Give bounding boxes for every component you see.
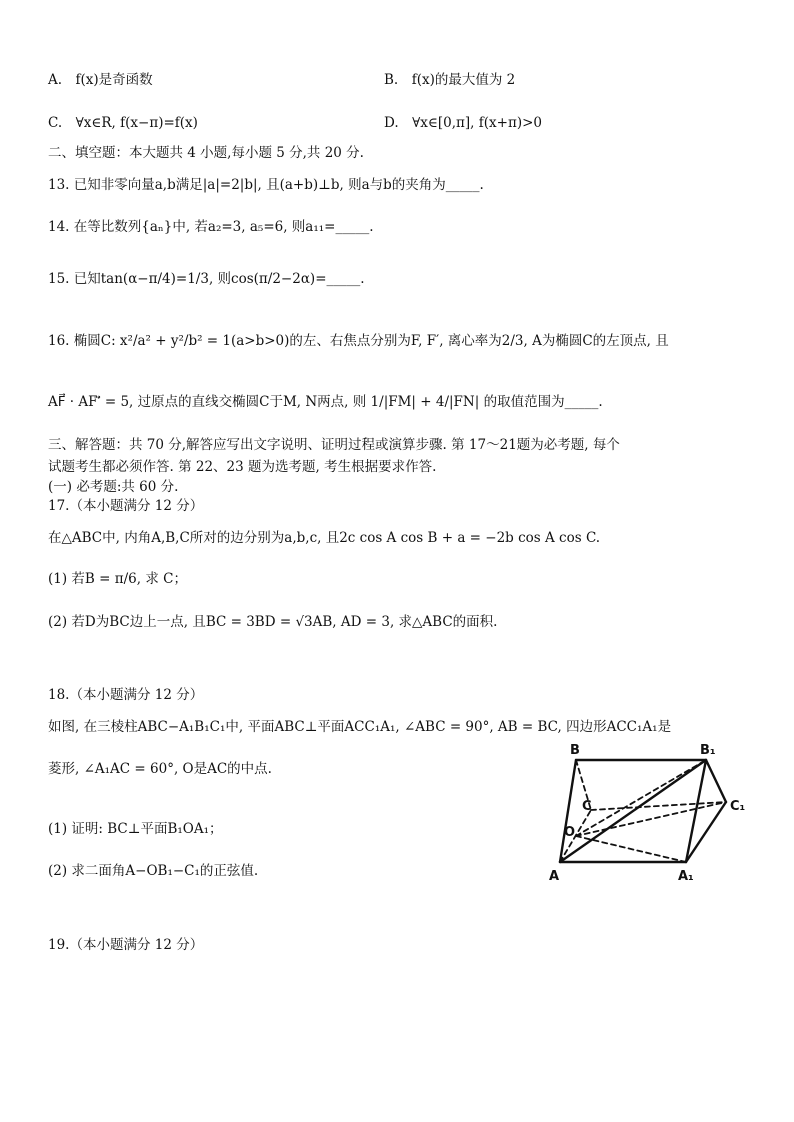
- question-18-part-1: (1) 证明: BC⊥平面B₁OA₁；: [48, 821, 223, 837]
- fill-in-heading: 二、填空题：本大题共 4 小题,每小题 5 分,共 20 分.: [48, 145, 364, 161]
- edge-c-c1: [591, 802, 726, 810]
- option-a: A. f(x)是奇函数: [48, 72, 153, 88]
- question-13: 13. 已知非零向量a,b满足|a|=2|b|, 且(a+b)⊥b, 则a与b的夹角为_____.: [48, 177, 484, 193]
- answer-heading-line-2: 试题考生都必须作答. 第 22、23 题为选考题, 考生根据要求作答.: [48, 459, 437, 475]
- label-a: A: [549, 869, 560, 884]
- option-c: C. ∀x∈R, f(x−π)=f(x): [48, 115, 198, 131]
- answer-heading-line-1: 三、解答题：共 70 分,解答应写出文字说明、证明过程或演算步骤. 第 17～21题为必考题, 每个: [48, 437, 620, 453]
- label-a1: A₁: [678, 869, 694, 884]
- question-15: 15. 已知tan(α−π/4)=1/3, 则cos(π/2−2α)=_____.: [48, 271, 365, 287]
- question-16-line-1: 16. 椭圆C: x²/a² + y²/b² = 1(a>b>0)的左、右焦点分别为F, F′, 离心率为2/3, A为椭圆C的左顶点, 且: [48, 333, 669, 349]
- question-19-title: 19.（本小题满分 12 分）: [48, 937, 204, 953]
- question-18-body-1: 如图, 在三棱柱ABC−A₁B₁C₁中, 平面ABC⊥平面ACC₁A₁, ∠ABC = 90°, AB = BC, 四边形ACC₁A₁是: [48, 719, 672, 735]
- label-b1: B₁: [700, 743, 716, 758]
- question-14: 14. 在等比数列{aₙ}中, 若a₂=3, a₅=6, 则a₁₁=_____.: [48, 219, 374, 235]
- question-18-body-2: 菱形, ∠A₁AC = 60°, O是AC的中点.: [48, 761, 272, 777]
- question-17-part-1: (1) 若B = π/6, 求 C；: [48, 571, 187, 587]
- prism-figure-svg: [546, 740, 752, 886]
- edge-o-b1: [576, 760, 706, 836]
- label-b: B: [570, 743, 580, 758]
- question-17-part-2: (2) 若D为BC边上一点, 且BC = 3BD = √3AB, AD = 3, 求△ABC的面积.: [48, 614, 498, 630]
- question-16-line-2: AF⃗ · AF′⃗ = 5, 过原点的直线交椭圆C于M, N两点, 则 1/|FM| + 4/|FN| 的取值范围为_____.: [48, 394, 603, 410]
- required-section: (一) 必考题:共 60 分.: [48, 479, 179, 495]
- edge-b1-c1: [706, 760, 726, 802]
- option-d: D. ∀x∈[0,π], f(x+π)>0: [384, 115, 542, 131]
- question-17-body: 在△ABC中, 内角A,B,C所对的边分别为a,b,c, 且2c cos A cos B + a = −2b cos A cos C.: [48, 530, 601, 546]
- question-18-part-2: (2) 求二面角A−OB₁−C₁的正弦值.: [48, 863, 259, 879]
- question-17-title: 17.（本小题满分 12 分）: [48, 498, 204, 514]
- option-b: B. f(x)的最大值为 2: [384, 72, 516, 88]
- question-18-title: 18.（本小题满分 12 分）: [48, 687, 204, 703]
- edge-o-c1: [576, 802, 726, 836]
- label-c1: C₁: [730, 799, 746, 814]
- edge-a-b: [560, 760, 576, 862]
- prism-figure: [546, 740, 752, 886]
- label-o: O: [564, 825, 576, 840]
- label-c: C: [582, 799, 592, 814]
